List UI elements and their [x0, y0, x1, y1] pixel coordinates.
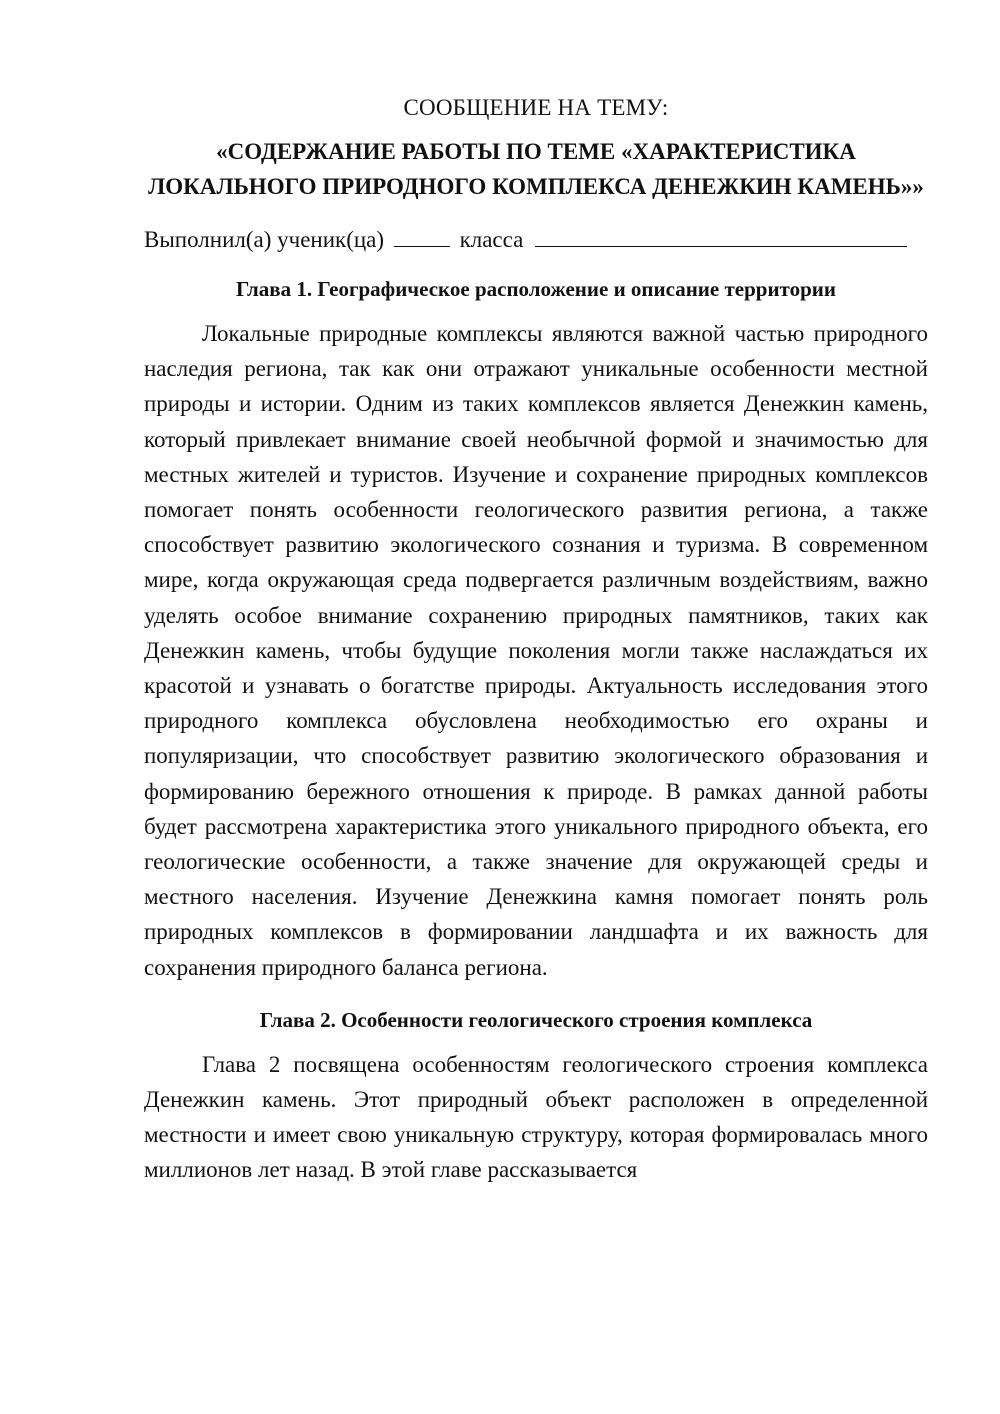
author-line [144, 224, 928, 256]
author-label: Выполнил(а) ученик(ца) [144, 227, 385, 252]
class-label: класса [459, 227, 524, 252]
grade-blank [394, 226, 450, 247]
chapter-1-title: Глава 1. Географическое расположение и описание территории [236, 277, 836, 301]
chapter-1-paragraph: Локальные природные комплексы являются важной частью природного наследия региона, так как они отражают уникальные особенности местной природы и истории. Одним из таких комплексов является Денежкин камень, который привлекает внимание своей необычной формой и значимостью для местных жителей и туристов. Изучение и сохранение природных комплексов помогает понять особенности геологического развития региона, а также способствует развитию экологического сознания и туризма. В современном мире, когда окружающая среда подвергается различным воздействиям, важно уделять особое внимание сохранению природных памятников, таких как Денежкин камень, чтобы будущие поколения могли также наслаждаться их красотой и узнавать о богатстве природы. Актуальность исследования этого природного комплекса обусловлена необходимостью его охраны и популяризации, что способствует развитию экологического образования и формированию бережного отношения к природе. В рамках данной работы будет рассмотрена характеристика этого уникального природного объекта, его геологические особенности, а также значение для окружающей среды и местного населения. Изучение Денежкина камня помогает понять роль природных комплексов в формировании ландшафта и их важность для сохранения природного баланса региона. [144, 321, 928, 980]
chapter-2-paragraph: Глава 2 посвящена особенностям геологического строения комплекса Денежкин камень. Этот природный объект расположен в определенной местности и имеет свою уникальную структуру, которая формировалась много миллионов лет назад. В этой главе рассказывается [144, 1051, 928, 1183]
document-kicker: СООБЩЕНИЕ НА ТЕМУ: [403, 95, 669, 120]
name-blank [535, 226, 907, 247]
document-page [144, 92, 928, 1208]
document-title: «СОДЕРЖАНИЕ РАБОТЫ ПО ТЕМЕ «ХАРАКТЕРИСТИКА ЛОКАЛЬНОГО ПРИРОДНОГО КОМПЛЕКСА ДЕНЕЖКИН КАМЕНЬ»» [148, 139, 924, 199]
chapter-2-title: Глава 2. Особенности геологического строения комплекса [259, 1007, 813, 1032]
